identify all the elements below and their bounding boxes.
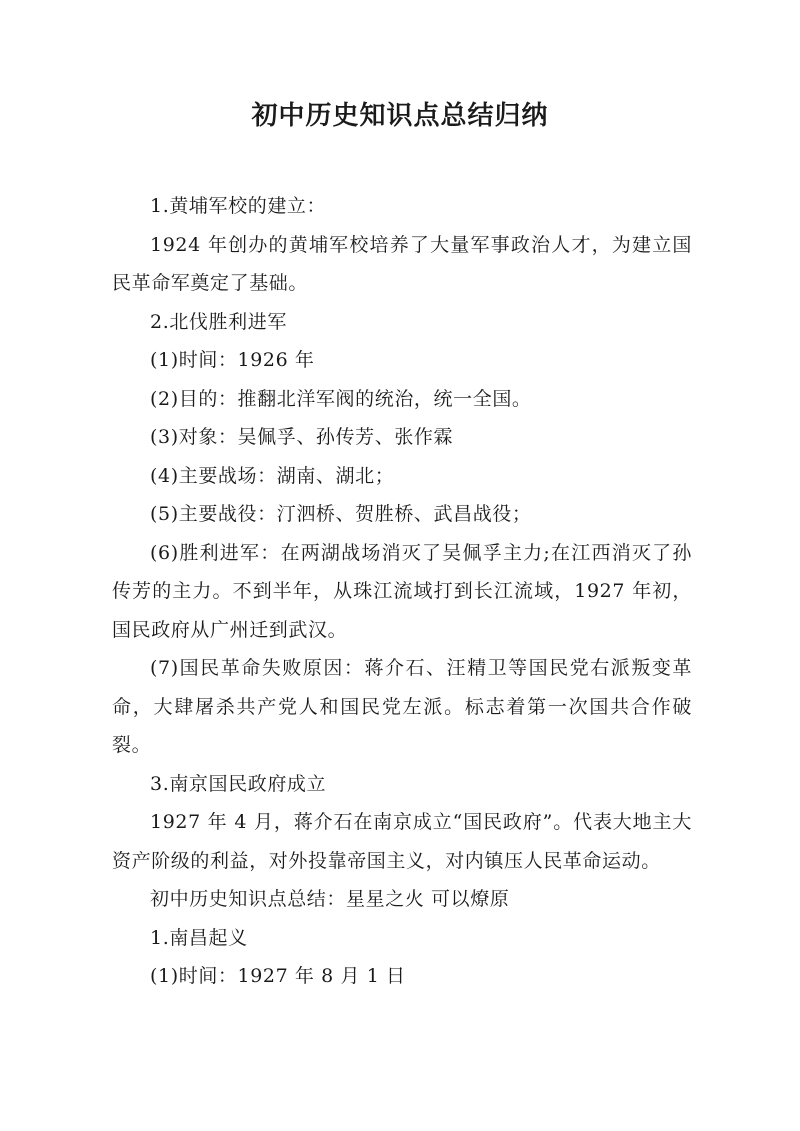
paragraph-heading-northern-expedition: 2.北伐胜利进军 [150,310,287,333]
paragraph-heading-whampoa: 1.黄埔军校的建立： [150,195,327,217]
paragraph-heading-nanchang: 1.南昌起义 [150,926,248,949]
paragraph-battlefields: (4)主要战场：湖南、湖北； [150,464,395,487]
document-body [112,187,692,996]
paragraph-targets: (3)对象：吴佩孚、孙传芳、张作霖 [150,426,454,448]
paragraph-victory-advance: (6)胜利进军：在两湖战场消灭了吴佩孚主力;在江西消灭了孙传芳的主力。不到半年，从珠江流域打到长江流域，1927 年初，国民政府从广州迁到武汉。 [112,541,692,641]
paragraph-purpose: (2)目的：推翻北洋军阀的统治，统一全国。 [150,387,532,410]
paragraph-whampoa-detail: 1924 年创办的黄埔军校培养了大量军事政治人才，为建立国民革命军奠定了基础。 [112,233,692,294]
paragraph-time: (1)时间：1926 年 [150,349,315,371]
paragraph-battles: (5)主要战役：汀泗桥、贺胜桥、武昌战役； [150,503,532,525]
paragraph-nanjing-detail: 1927 年 4 月，蒋介石在南京成立“国民政府”。代表大地主大资产阶级的利益，对外投靠帝国主义，对内镇压人民革命运动。 [112,811,692,872]
paragraph-nanchang-time: (1)时间：1927 年 8 月 1 日 [150,965,406,987]
paragraph-heading-nanjing: 3.南京国民政府成立 [150,772,327,795]
document-title: 初中历史知识点总结归纳 [251,101,549,131]
paragraph-section-heading: 初中历史知识点总结：星星之火 可以燎原 [150,888,510,910]
paragraph-failure-reason: (7)国民革命失败原因：蒋介石、汪精卫等国民党右派叛变革命，大肆屠杀共产党人和国民党左派。标志着第一次国共合作破裂。 [112,657,692,756]
